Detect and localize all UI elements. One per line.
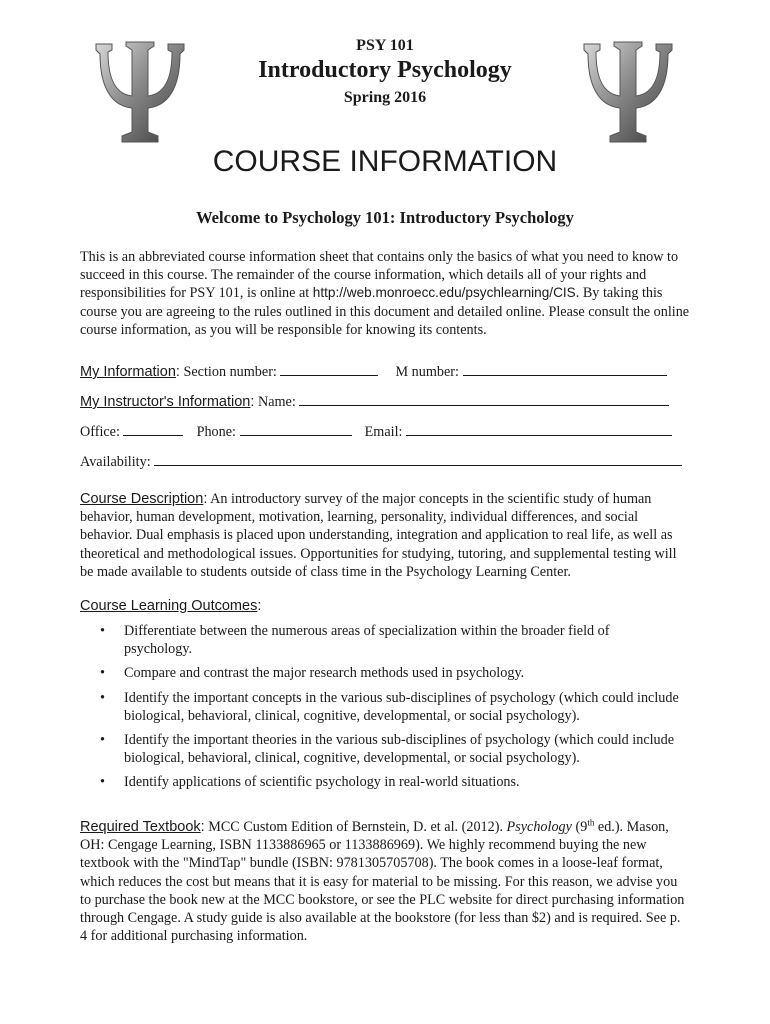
- course-description-heading: Course Description: [80, 491, 204, 507]
- list-item: • Differentiate between the numerous areas of specialization within the broader field of psychology.: [100, 623, 610, 658]
- availability-field[interactable]: [154, 452, 682, 466]
- required-textbook-heading: Required Textbook: [80, 819, 201, 835]
- email-field[interactable]: [406, 422, 672, 436]
- course-name: Introductory Psychology: [258, 57, 512, 83]
- bullet-icon: •: [100, 774, 105, 791]
- list-item: • Identify the important concepts in the various sub-disciplines of psychology (which could include biological, behavioral, clinical, cognitive, developmental, or social psychology).: [100, 689, 679, 724]
- instructor-name-field[interactable]: [299, 392, 669, 406]
- textbook-text: Mason, OH: Cengage Learning, ISBN 1133886965 or 1133886969). We highly recommend buying the new textbook with the "MindTap" bundle (ISBN: 9781305705708). The book comes in a loose-leaf format, which reduces the cost but means that it is easy for material to be missing. For this reason, we advise you to purchase the book new at the MCC bookstore, or see the PLC website for direct purchasing information through Cengage. A study guide is also available at the bookstore (for less than $2) and is required. See p. 4 for additional purchasing information.: [80, 819, 685, 945]
- m-number-label: M number:: [395, 364, 459, 380]
- learning-outcomes-list: [100, 622, 680, 798]
- availability-row: [80, 452, 690, 471]
- intro-paragraph: [80, 248, 690, 339]
- course-term: Spring 2016: [343, 89, 427, 106]
- instructor-information-heading: My Instructor's Information: [80, 394, 251, 410]
- my-information-heading: My Information: [80, 364, 176, 380]
- bullet-icon: •: [100, 623, 105, 639]
- email-label: Email:: [364, 424, 403, 440]
- section-number-label: Section number:: [183, 364, 277, 380]
- phone-label: Phone:: [196, 424, 236, 440]
- bullet-icon: •: [100, 665, 105, 682]
- m-number-field[interactable]: [463, 362, 667, 376]
- intro-text: This is an abbreviated course information sheet that contains only the basics of what you need to know to succeed in this course. The remainder of the course information, which details all of your rights and responsibilities for PSY 101, is online at: [80, 249, 679, 302]
- phone-field[interactable]: [240, 422, 352, 436]
- office-label: Office:: [80, 424, 120, 440]
- course-code: PSY 101: [356, 37, 414, 54]
- instructor-name-row: My Instructor's Information: Name:: [80, 392, 690, 411]
- list-item: • Identify applications of scientific psychology in real-world situations.: [100, 774, 520, 791]
- page-title: COURSE INFORMATION: [212, 145, 558, 178]
- instructor-name-label: Name:: [257, 394, 296, 410]
- instructor-contact-row: [80, 422, 690, 441]
- bullet-icon: •: [100, 689, 105, 706]
- list-item: • Identify the important theories in the various sub-disciplines of psychology (which could include biological, behavioral, clinical, cognitive, developmental, or social psychology).: [100, 732, 675, 767]
- welcome-heading: Welcome to Psychology 101: Introductory Psychology: [196, 208, 574, 227]
- my-information-row: My Information: Section number: M number:: [80, 362, 690, 381]
- course-info-link[interactable]: http://web.monroecc.edu/psychlearning/CIS: [312, 285, 576, 301]
- list-item: • Compare and contrast the major research methods used in psychology.: [100, 665, 525, 682]
- book-title: Psychology: [506, 819, 572, 835]
- required-textbook: Required Textbook: MCC Custom Edition of Bernstein, D. et al. (2012). Psychology (9th ed.). Mason, OH: Cengage Learning, ISBN 1133886965 or 1133886969). We highly recommend buying the new textbook with the "MindTap" bundle (ISBN: 9781305705708). The book comes in a loose-leaf format, which reduces the cost but means that it is easy for material to be missing. For this reason, we advise you to purchase the book new at the MCC bookstore, or see the PLC website for direct purchasing information through Cengage. A study guide is also available at the bookstore (for less than $2) and is required. See p. 4 for additional purchasing information.: [80, 817, 685, 945]
- intro-text-end: . By taking this course you are agreeing to the rules outlined in this document and detailed online. Please consult the online course information, as you will be responsible for knowing its contents.: [80, 285, 690, 338]
- course-description-text: An introductory survey of the major concepts in the scientific study of human behavior, human development, motivation, learning, personality, individual differences, and social behavior. Dual emphasis is placed upon understanding, integration and application to real life, as well as theoretical and methodological issues. Opportunities for studying, tutoring, and supplemental testing will be made available to students outside of class time in the Psychology Learning Center.: [80, 491, 677, 580]
- learning-outcomes-heading-row: Course Learning Outcomes:: [80, 598, 262, 614]
- section-number-field[interactable]: [280, 362, 378, 376]
- course-description: Course Description: An introductory survey of the major concepts in the scientific study of human behavior, human development, motivation, learning, personality, individual differences, and social behavior. Dual emphasis is placed upon understanding, integration and application to real life, as well as theoretical and methodological issues. Opportunities for studying, tutoring, and supplemental testing will be made available to students outside of class time in the Psychology Learning Center.: [80, 491, 677, 580]
- office-field[interactable]: [123, 422, 183, 436]
- learning-outcomes-heading: Course Learning Outcomes: [80, 598, 258, 614]
- bullet-icon: •: [100, 732, 105, 749]
- availability-label: Availability:: [80, 454, 151, 470]
